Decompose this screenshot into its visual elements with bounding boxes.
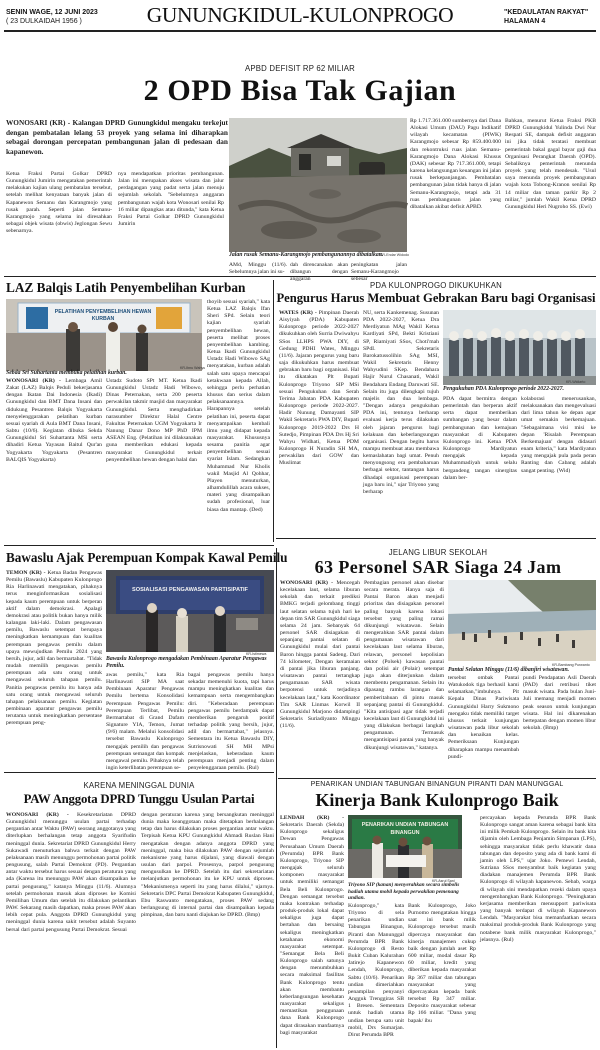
pda-caption: Pengukuhan PDA Kulonprogo periode 2022-2027. — [443, 386, 564, 392]
undian-kicker: PENARIKAN UNDIAN TABUNGAN BINANGUN PIRANTI DAN MANUNGGAL — [310, 781, 564, 788]
lead-col-1: Ketua Fraksi Partai Golkar DPRD Gunungkidul Jumirin mengatakan pemerintah melakukan kajian ulang pembatalan tersebut, setelah melihat kenyataan banyak jalan di Kapanewon Semanu dan Karangmojo yang rusak parah. Seperti jalan Semanu-Karangmojo yang selama ini diresahkan sebagai objek wisata (obwis) Jeglongan Sewu sebenarnya. — [6, 171, 112, 235]
lead-credit: KR-Endar Widodo — [380, 253, 409, 257]
dateline: WONOSARI (KR) - — [6, 378, 61, 384]
dateline: WONOSARI (KR) - — [6, 118, 71, 127]
lead-col-4-text: dah direncanakan akan dibangun dengan anggaran — [290, 262, 348, 282]
lead-caption: Jalan rusak Semanu-Karangmojo pembangunannya dibatalkan. — [229, 252, 384, 258]
laz-vrule — [273, 280, 274, 542]
sar-col-2: Pembagian personel akan disebar secara merata. Hanya saja di Pantai Baron akan menjadi prioritas dan disiagakan personel paling banyak karena lokasi tersebut yang paling ramai dikunjungi wisatawan. Selain mengerahkan SAR pantai dalam pengamanan wisatawan dari kecelakaan laut selama liburan, relawan, personel kepolisian sektor (Polsek) kawasan pantai dan polisi air (Polair) setempat juga akan diterjunkan dalam membentu pengamanan. Selain itu dipasang rambu larangan dan pemberitahuan di pintu masuk sepanjang pantai di Gunungkidul. "Kita antisipasi agar tidak terjadi kecelakaan laut di Gunungkidul ini yang dilakukan berbagai langkah pengamanan. Termasuk mengantisipasi pantai yang banyak dikunjungi wisatawan," katanya. — [364, 580, 444, 751]
laz-bottom-rule — [4, 545, 274, 546]
pda-credit: KR-Widiarto — [566, 380, 586, 384]
lead-col-5-text: peningkatan jalan Semanu-Karangmojo sebesar — [351, 262, 407, 282]
undian-caption-3: undian. — [348, 895, 365, 902]
hijri-date: ( 23 DULKAIDAH 1956 ) — [6, 18, 82, 25]
masthead: GUNUNGKIDUL-KULONPROGO — [146, 3, 454, 27]
damaged-road-photo — [229, 118, 407, 252]
paw-kicker: KARENA MENINGGAL DUNIA — [83, 781, 195, 790]
lead-photo — [229, 118, 407, 250]
beach-photo — [448, 580, 596, 661]
laz-banner: PELATIHAN PENYEMBELIHAN HEWAN KURBAN — [54, 309, 152, 322]
laz-col-1: WONOSARI (KR) - Lembaga Amil Zakat (LAZ) Balqis Peduli bekerjasama dengan Ikatan Dai Indonesia (Ikadi) Gunungkidul dan BMT Dana Insani dan didukung Pesantren Balqis Yogyakarta menyelenggarakan pelatihan kurban sesuai syariah di Aula BMT Dana Insani, Sabtu (10/6). Kegiatan dibuka Sekda Gunungkidul Sri Suhartanta MSi serta dihadiri Ketua Yayasan Baitul Qur'an Yogyakarta Yogyakarta (Pesantren BALQIS Yogyakarta) — [6, 378, 102, 463]
bawaslu-col-1: TEMON (KR) - Ketua Badan Pengawas Pemilu (Bawaslu) Kabupaten Kulonprogo Ria Harlinawati mengatakan, pihaknya terus menginformasikan sosialisasi kepada kaum perempuan untuk berperan aktif dalam demokrasi. Apalagi demokrasi atau politik bukan hanya milik kalangan laki-laki. Dalam pengawasan pemilu, Bawaslu setempat berupaya meningkatkan kemampuan dan kualitas perempuan pengawas pemilu dalam upaya mewujudkan Pemilu 2024 yang bersih, jujur, adil dan bermartabat. "Tidak mudah memilih pengawas pemilu perempuan ada satu orang untuk mengawasi seluruh tahapan pemilu. Panitia pengawas pemilu itu hanya ada satu orang untuk mengawasi seluruh tahapan pelaksanaan pemilu. Kegiatan pembinaan aparatur pengawas pemilu terutama untuk meningkatkan persentase perempuan peng- — [6, 570, 103, 727]
lead-col-7: Bahkan, menurut Ketua Fraksi PKB DPRD Gunungkidul Yulinda Dwi Nur Respati SE, dampak defisit anggaran ini jika tidak teratasi membuat pemerintah bakal gagal bayar gaji dua Organisasi Perangkat Daerah (OPD). Sebaliknya pemerintah menunda proyek yang telah mendesak. "Usul saya menunda proyek pembangunan wajah kota Tobong-Kranon senilai Rp 14 miliar dan taman parkir Rp 2 miliar," jumlah Wakil Ketua DPRD Gunungkidul Heri Nugroho SS. (Ewi) — [505, 118, 596, 210]
lead-kicker: APBD DEFISIT RP 62 MILIAR — [244, 64, 355, 73]
sar-caption: Pantai Selatan Minggu (11/6) dibanjiri wisatawan. — [448, 667, 570, 673]
sar-col-4: pundi Pendapatan Asli Daerah (PAD) dari retribusi tiket masuk wisata. Pada bulan Juni-Juli memang menjadi momen peak season untuk kunjungan wisata. Hal ini dikarenakan bertepatan dengan momen libur sekolah. (Bmp) — [523, 675, 596, 732]
bawaslu-col-2: awas pemilu," kata Ria Harlinawati SIP MA saat Pembinaan Aparatur Pengawas Pemilu bertema Konsolidasi Perempuan Pengawas Pemilu: Perempuan Terlibat, Pemilu Bermartabat di Grand Dafam Signature YIA, Temon, Jumat (9/6) malam. Melalui konsolidasi tersebut Bawaslu Kulonprogo mengajak pemilih dan pengawas perempuan semangat dan kompak mengawal pemilu. Pihaknya telah ingin keterlibatan perempuan se- — [106, 672, 184, 772]
undian-photo — [348, 815, 462, 878]
inauguration-photo — [443, 310, 596, 385]
sar-headline: 63 Personel SAR Siaga 24 Jam — [314, 557, 562, 577]
lead-intro: WONOSARI (KR) - Kalangan DPRD Gunungkidul mengaku terkejut dengan pembatalan lelang 53 proyek yang selama ini diharapkan sebagai dorongan percepatan pembangunan jalan di pedesaan dan kapanewon. — [6, 118, 228, 156]
motto: "KEDAULATAN RAKYAT" — [504, 9, 589, 16]
issue-date: SENIN WAGE, 12 JUNI 2023 — [6, 9, 98, 16]
bawaslu-banner: SOSIALISASI PENGAWASAN PARTISIPATIF — [132, 587, 248, 593]
sar-kicker: JELANG LIBUR SEKOLAH — [388, 548, 488, 557]
pda-headline: Pengurus Harus Membuat Gebrakan Baru bagi Organisasi — [276, 291, 596, 305]
pda-bottom-rule — [276, 538, 596, 539]
laz-col-3: thoyib sesuai syariah," kata Ketua LAZ Balqis Ifan Sheri SPd. Selain teori kajian syariah penyembelihan hewan, peserta melihat proses penyembelihan kambing. Ketua Ikadi Gunungkidul Ustadz Hadi Wibowo SAg menyatakan, kurban adalah salah satu upaya mencapai ketakwaan kepada Allah, sehingga perlu perhatian khusus dan serius dalam pelaksanaannya. Harapannya setelah pelatihan ini, peserta dapat menyampaikan kembali ilmu yang didapat kepada masyarakat. Khususnya sesama panitia agar penyembelihan sesuai syariat Islam. Sedangkan Muhammad Nur Kholis wakil Masjid Al Qohhar, Playen menuturkan, alhamdulillah acara sukses, materi yang disampaikan sudah profesional, luar biasa dan mantap. (Ded) — [207, 299, 270, 513]
dateline: TEMON (KR) - — [6, 570, 46, 576]
lead-headline: 2 OPD Bisa Tak Gajian — [143, 74, 457, 107]
pda-kicker: PDA KULONPROGO DIKUKUHKAN — [370, 281, 502, 290]
undian-headline: Kinerja Bank Kulonprogo Baik — [315, 790, 559, 810]
undian-caption-2: hadiah utama mobil kepada perwakilan pemenang — [348, 888, 459, 895]
pda-photo — [443, 310, 596, 385]
bawaslu-caption: Bawaslu Kulonprogo mengadakan Pembinaan Aparatur Pengawas Pemilu. — [106, 656, 267, 669]
bawaslu-col-3: bagai pengawas pemilu hanya sekadar memenuhi kuota, tapi harus mampu meningkatkan kualitas dan kemampuan serta mengembangkan diri. "Keberadaan perempuan pengawas pemilu berdampak dapat memberikan pengaruh positif terhadap politik yang bersih, jujur, adil dan bermartabat," jelasnya. Sementara itu Ketua Bawaslu DIY, Sutrisnowati SH MH MPsi menjelaskan, keberadaan kaum perempuan menjadi penting dalam penyelenggaraan pemilu. (Rul) — [188, 672, 274, 772]
lead-col-3-text: AMd, Minggu (11/6). Sebelumnya jalan ini su- — [229, 262, 287, 275]
bawaslu-photo — [106, 570, 274, 652]
undian-col-2: Kulonprogo," kata Triyono di sela penarikan undian Tabungan Binangun, Piranti dan Manunggal Perumda BPR Bank Kulonprogo di Resto Bukit Cuban Kalurahan Jatirejo Kapanewon Lendah, Kulonprogo, Sabtu (10/6). Penarikan undian dimeriahkan penampilan penyanyi Angguk Trenggiras SB 1 Bresen. Sementara untuk hadiah utama undian berupa satu unit mobil, Drs Sumarjan. Dirut Perumda BPR — [348, 903, 404, 1038]
header-right — [504, 8, 594, 26]
dateline: LENDAH (KR) - — [280, 815, 344, 821]
dateline: WONOSARI (KR) - — [6, 812, 69, 818]
pda-col-3: PDA dapat bermitra dengan pemerintah dan berperan aktif serta dapat memberikan sumbangan yang besar dalam pembangunan dan kemajuan masyarakat di Kabupaten Kulonprogo ini. Ketua PDA Kulonprogo Mardiyatun mengajak kepada Muhammadiyah untuk selalu bergandeng tangan sinergitas dalam ber- — [443, 396, 517, 481]
dateline: WONOSARI (KR) - — [280, 580, 334, 586]
sar-photo — [448, 580, 596, 661]
paw-col-2: dengan peraturan karena yang bersangkutan meninggal dunia maka keanggotaan maka ditetapkan berhalangan tetap dan harus dilakukan proses pergantian antar waktu. Terpisah Ketua KPU Gunungkidul Ahmadi Ruslan Hani mengatakan dengan adanya anggota DPRD yang meninggal, maka bisa dilakukan PAW dengan sejumlah mekanisme yang harus dijalani, yang diawali dengan usulan dari parpol. Prosesnya, parpol pengusung mengusulkan ke DPRD. Setelah itu dari sekretariatan melanjutkan permohonan itu ke KPU untuk diproses. "Mekanismenya seperti itu yang harus dilalui," ujarnya. Sekretaris DPC Partai Demokrat Kabupaten Gunungkidul, Ebu Raswanto mengatakan, proses PAW sedang berlangsung di internal partai dan disampaikan kepada pimpinan, dan baru nanti diajukan ke DPRD. (Bmp) — [141, 812, 274, 919]
sar-bottom-rule — [278, 778, 596, 779]
sar-col-1: WONOSARI (KR) - Mencegah kecelakaan laut, selama liburan sekolah dan terkait prediksi BMKG terjadi gelombang tinggi laut selatan selama tujuh hari ke depan tim SAR Gunungkidul siaga selama 24 jam. Sebanyak 64 personel SAR disiagakan di sepanjang pantai selatan di Gunungkidul mulai dari pantai Baron hingga pantai Sadeng. Dari 74 kilometer, Dengan keramaian di pantai jika liburan panjang. wisatawan pantai tertangkap pengamanan SAR wisata berpotensi untuk terjadinya kecelakaan laut," kata Koordinator Tim SAR Linmas Korwil II Gunungkidul Marjono didampingi Sekretaris Suriadiyanto Minggu (11/6). — [280, 580, 361, 730]
laz-photo — [6, 299, 202, 371]
laz-caption: Sebda Sri Suhartanta membuka pelatihan kurban. — [6, 370, 127, 376]
pda-col-1: WATES (KR) - Pimpinan Daerah Aisyiyah (PDA) Kabupaten Kulonprogo periode 2022-2027 dikukuhkan oleh Surria Dwiwahyu SSos LLHPS PWA DIY, di Gedung PDHI Wates, Minggu (11/6). Jajaran pengurus yang baru saja dikukuhkan harus membuat gebrakan baru bagi organisasi. Hal itu dikatakan Plt Bupati Kulonprogo Triyono SIP MSi sesuai Pengukuhan dan Serah Terima Jabatan PDA Kabupaten Kulonprogo periode 2022-2027. Hadir Nunung Damayanti SIP Wakil Sekretaris PWA DIY, Bupati Kulonprogo 2019-2022 Drs H Sutedjo, Pimpinan PDA Drs Hj Sri Wahyu Widhati, Ketua PDM Kulonprogo H Nuradin SH MA, perwakilan dari GOW dan Muslimat — [279, 310, 359, 467]
header-rule — [4, 30, 596, 32]
laz-headline: LAZ Balqis Latih Penyembelihan Kurban — [6, 280, 246, 295]
sar-credit: KR-Bambang Purwanto — [552, 663, 590, 667]
dateline: WATES (KR) - — [279, 310, 317, 316]
undian-caption-1: Triyono SIP (kanan) menyerahkan secara simbolis — [348, 882, 460, 888]
bawaslu-bottom-rule — [4, 772, 274, 773]
undian-col-3: Bank Kulonprogo, Joko Purnomo mengatakan hingga saat ini bank milik Kulonprogo tersebut masih dipercaya masyarakat dan kinerja manajemen cukup baik dengan jumlah aset Rp 600 miliar, modal dasar Rp 60 miliar, kredit yang diberikan kepada masyarakat Rp 367 miliar dan tabungan masyarakat yang dipercayakan kepada bank tersebut Rp 347 miliar. Deposito masyarakat sebesar Rp 166 miliar. "Dana yang bapak/ ibu — [408, 903, 476, 1024]
paw-col-1: WONOSARI (KR) - Kesekretariatan DPRD Gunungkidul menunggu usulan partai terhadap pergantian antar Waktu (PAW) seorang anggotanya yang diterlupkan berhalangan tetap anggota Syarifudin meninggal dunia. Sekretariat DPRD Gunungkidul Herry Sukawadi menuturkan bahwa terkait dengan PAW pelaksanaan masih menunggu permohonan partai politik pengusung, salah Partai Demokrat (PD). Pergantian antar waktu tersebut harus sesuai dengan peraturan yang ada (Karena itu menunggu PAW akan disampaikan ke partai pengusung," katanya Minggu (11/6). Alumnya setelah permohonan masuk akan diproses ke Komisi Pemilihan Umum dan setelah itu dilakukan pelantikan PAW. Sekarang masih dapatkan, maka proses PAW akan lebih cepat pula. Anggota DPRD Gunungkidul yang meninggal dunia karena sakit tersebut adalah Suyanto bersal dari partai pengusung Partai Demokrat. Sesuai — [6, 812, 136, 933]
lead-col-6: Rp 1.717.361.000 sumbernya dari Dana Alokasi Umum (DAU) Pagu Indikatif wilayah kecamatan (PIWK) Karangmojo sebesar Rp 859.400.000 dan rekontruksi ruas jalan Semanu-Karangmojo Dana Alokasi Khusus (DAK) sebesar Rp 717.361.000, tetapi karena kelangsungan keuangan ini jalan rusak berkepanjangan. Pembatalan pembangunan jalan tidak hanya di jalan Semanu-Karangmojo, tetapi ada 31 ruas pembangunan jalan yang dibatalkan akibat defisit APBD. — [410, 118, 501, 210]
mid-vrule — [276, 548, 277, 1048]
lead-col-2: nya mendapatkan prioritas pembangunan. Jalan ini merupakan akses wisata dan jalur perdagangan yang padat serta jalan menuju sejumlah sekolah. "Sebelumnya anggaran pembangunan wajah kota Wonosari senilai Rp 16 miliar dipangkas atau ditunda," kata Ketua Fraksi Partai Golkar DPRD Gunungkidul Jumirin — [118, 171, 224, 228]
bawaslu-event-photo — [106, 570, 274, 652]
bawaslu-headline: Bawaslu Ajak Perempuan Kompak Kawal Pemilu — [6, 550, 288, 565]
undian-col-4: percayakan kepada Perumda BPR Bank Kulonprogo sangat aman karena sebagai bank kita ini milik Pemkab Kulonprogo. Selain itu bank kita dijamin oleh Lembaga Penjamin Simpanan (LPS), sehingga masyarakat tidak perlu khawatir dana tabungan dan deposito yang ada di bank kami di jamin oleh LPS," ujar Joko. Pemewi Lendah, Sutriana SSos menyambut baik kegiatan yang diadakan manajemen Perumda BPR Bank Kulonprogo di wilayah kapanewon. Sebab, warga di wilayah sini mendapatkan rezeki dalam upaya mengembangkan Bank Kulonprogo. "Peningkatan kerjasama memberikan mensupport pariwisata yang banyak terdapat di wilayah Kapanewon Lendah. "Masyarakat bisa memanfaatkan secara maksimal produk-produk Bank Kulonprogo yang notabene bank milik masyarakat Kulonprogo," jelasnya. (Rul) — [480, 815, 596, 943]
pda-col-2: NU, serta Kankemenag. Susunan PDA 2022-2027, Ketua Dra Merdiyatun MAg Wakil Ketua Kardiyati SPd, Bekti Kristiani SP, Riamiyati SSos, Choti'mah SPdI. Sekretaris Barokatussolihin SAg MSI, Wakil Sekretaris Henny Wahyudini SKep. Bendahara Hajir Nurul Chasanati, Wakil Bendahara Endang Daruwati SE. Selain itu juga dilengkapi tujuh majelis dan dua lembaga. "Dengan adanya pengukuhan PDA ini, tentunya berharap evaluasi kerja terus dilakukan oleh jajaran pengurus bagi kelakuan dan keberlangsungan organisasi. Dengan begitu harus mampu membuat atau membawa kemaslahatan bagi umat. Penuh menyongsong era pembaharuan berbagai sektor, tantangan harus dihadapi organisasi perempuan juga baru ini," ujar Triyono yang berharap — [363, 310, 439, 495]
laz-credit: KR-Ibnu Wahyu — [180, 366, 206, 370]
undian-col-1: LENDAH (KR) - Sekretaris Daerah (Sekda) Kulonprogo sekaligus Dewan Pengawas Perusahaan Umum Daerah (Perumda) BPR Bank Kulonprogo, Triyono SIP mengajak seluruh komponen masyarakat untuk memiliki semangat Bela Beli Kulonprogo. Dengan semangat tersebut maka kontrakan terhadap produk-produk lokal dapat sekaligus juga dapat bertahan dan bersaing sekaligus meningkatkan ketahanan ekonomi masyarakat setempat. "Semangat Bela Beli Kulonprogo salah satunya dengan menumbuhkan secara maksimal fasilitas Bank Kulonprogo tentu akan membantu keberlangsungan kesehatan masyarakat sekaligus memastikan penggunaan dana Bank Kulonprogo dapat dirasakan manfaatnya bagi masyarakat — [280, 815, 344, 1036]
sar-col-3: tersebut ombak Pantai Watukodok tiga berhasil kami selamatkan,"imbuhnya. Pit Kepala Dinas Pariwisata Gunungkidul Harry Sukmono mengaku tidak memiliki target khusus terkait kunjungan wisatawan pada libur sekolah dan kenaikan kelas. Pemeriksaan Kunjungan diharapkan mampu menambah pundi- — [448, 675, 519, 760]
paw-headline: PAW Anggota DPRD Tunggu Usulan Partai — [23, 792, 255, 806]
pda-col-4: kolaborasi menerusankan, melaksanakan dan mengevaluasi dari lima tahun ke depan agar umat semakin berkemajuan. "Sebagaimana visi misi ke depan 'Risalah Perempuan Berkemajuan' dengan didasari enam kriteria," kata Mardiyatun yang mengajak pula pada peran Ranting dan Cabang adalah sangat penting. (Wid) — [521, 396, 596, 474]
bawaslu-credit: KR-Istimewa — [246, 652, 267, 656]
undian-banner: PENARIKAN UNDIAN TABUNGAN BINANGUN — [361, 822, 449, 836]
page-number: HALAMAN 4 — [504, 18, 546, 25]
laz-col-2: Ustadz Sudoto SPt MT. Ketua Ikadi Gunungkidul Ustadz Hadi Wibowo, Dinas Peternakan, serta 200 peserta perwakilan takmir masjid dan masyarakat Gunungkidul. Serta menghadirkan narasumber Direktur Halal Centre Fakultas Peternakan UGM Yogyakarta Ir Nanung Danar Dono MP PhD IPM ASEAN Eng. (Pelatihan ini dilaksanakan guna memberikan edukasi kepada masyarakat Gunungkidul terkait penyembelihan hewan dengan halal dan — [106, 378, 202, 463]
undian-credit: KR-Asrul Sani — [432, 879, 455, 883]
